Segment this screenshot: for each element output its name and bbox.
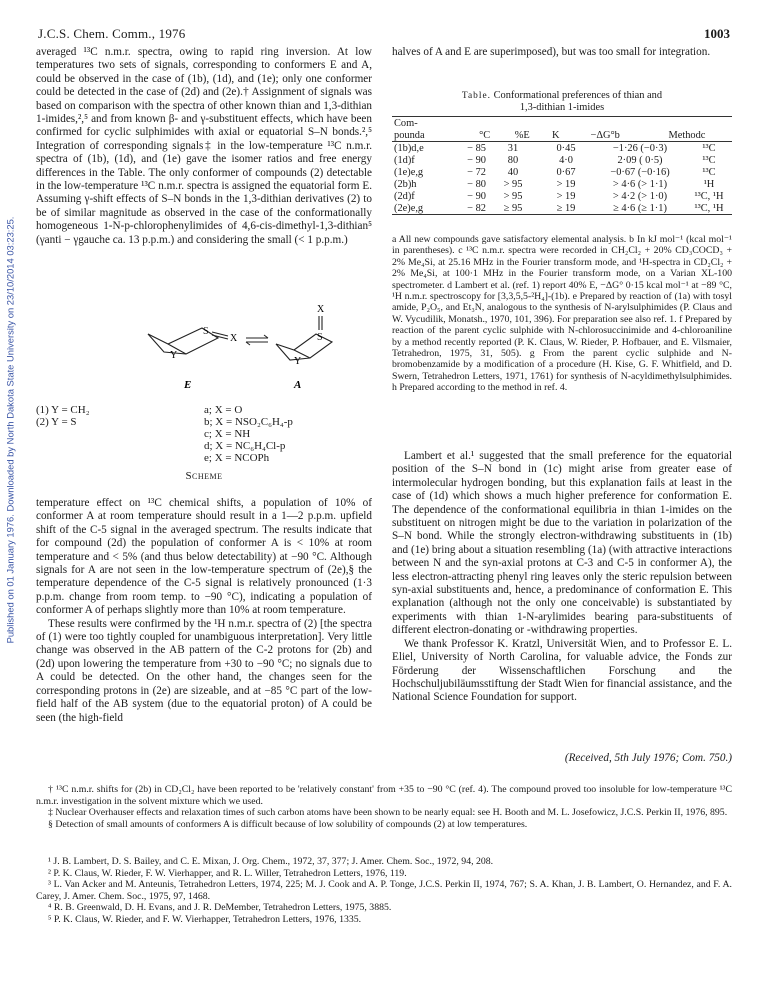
table-notes-text: a All new compounds gave satisfactory elemental analysis. b In kJ mol⁻¹ (kcal mol⁻¹ in parentheses). c ¹³C n.m.r. spectra were recorded in CH₂Cl₂ + 20% CD₃COCD₃ + 2% Me₄Si, at 25.16 MHz in the Fourier transform mode, and ¹H-spectra in CD₂Cl₂ + 2% Me₄Si, at 100·1 MHz in the Fourier transform mode, on a Varian XL-100 spectrometer. d Lambert et al. (ref. 1) report 40% E, −ΔG° 0·15 kcal mol⁻¹ at −89 °C, ¹H n.m.r. spectroscopy for [3,3,5,5-²H₄]-(1b). e Prepared by reaction of (1a) with tosyl amide, P₂O₅, and Et₃N, analogous to the synthesis of N-arylsulphimides (P. Claus and W. Vycudilik, Monatsh., 1970, 101, 396). For preparation see also ref. 1. f Prepared by reaction of the parent cyclic sulphide with N-chlorosuccinimide and 4-chloroaniline by a method recently reported (P. K. Claus, W. Rieder, P. Hofbauer, and E. Vilsmaier, Tetrahedron, 1975, 31, 505). g From the parent cyclic sulphide and N-bromobenzamide by a modification of a procedure (H. Kise, G. F. Whitfield, and D. Swern, Tetrahedron Letters, 1971, 1761) for synthesis of N-acyldimethylsulphimides. h Prepared according to the method in ref. 4.: [392, 234, 732, 394]
table-title: [392, 90, 732, 114]
col1-top-text: [36, 46, 372, 247]
footnotes: [36, 784, 732, 830]
x-def: c; X = NH: [204, 428, 251, 440]
header-cell: Com-: [394, 117, 418, 129]
scheme-caption: Scheme: [185, 470, 223, 482]
scheme-y-label-e: Y: [170, 350, 178, 361]
page-number: 1003: [704, 26, 730, 41]
paragraph: We thank Professor K. Kratzl, Universität Wien, and to Professor E. L. Eliel, University of North Carolina, for valuable advice, the Fonds zur Förderung der Wissenschaftlichen Forschung and the Hochschuljubiläumsstiftung der Stadt Wien for financial assistance, and the National Science Foundation for support.: [392, 637, 732, 704]
scheme-y-label-a: Y: [294, 356, 302, 367]
paragraph: Lambert et al.¹ suggested that the small preference for the equatorial position of the S–N bond in (1c) might arise from greater ease of intermolecular hydrogen bonding, but this explanation fails at least in the case of (1d) which shows a much higher preference for conformation E. The dependence of the conformational equilibria in thian 1-imides on the substituent on nitrogen might be due to the variation in polarization of the S–N bond. While the strongly electron-withdrawing substituents in (1b) and (1e) bring about a situation resembling (1a) (with attractive interactions between N and the syn-axial protons at C-3 and C-5 in conformer A), the less electron-attracting phenyl ring leaves only the steric repulsion between syn-axial substituents and, hence, a predominance of conformation E. This explanation (although not the only one conceivable) is substantiated by experiments with thian 1-N-arylimides bearing para-substituents of different electron-donating or -withdrawing properties.: [392, 450, 732, 637]
footnote: § Detection of small amounts of conformers A is difficult because of low solubility of compounds (2) at low temperatures.: [48, 818, 528, 830]
scheme-label-E: E: [184, 379, 192, 391]
table-row: (1e)e,g − 72 40 0·67 −0·67 (−0·16) ¹³C: [394, 166, 716, 178]
table-header-row: [392, 129, 732, 141]
paragraph: These results were confirmed by the ¹H n.m.r. spectra of (2) [the spectra of (1) were too tightly coupled for unambiguous interpretation]. Very little change was observed in the AB pattern of the C-2 protons for (2b) and (2d) upon lowering the temperature from +30 to −90 °C; no signals due to A could be detected. On the other hand, the changes seen for the corresponding protons in (2e) are sizeable, and at −85 °C part of the low-field half of the AB system (due to the equatorial proton) of A could be seen (the high-field: [36, 617, 372, 724]
table-header-row: [392, 117, 732, 129]
reference-item: ² P. K. Claus, W. Rieder, F. W. Vierhapper, and R. L. Willer, Tetrahedron Letters, 1976, 119.: [48, 867, 407, 879]
download-notice: [3, 150, 17, 710]
x-def: d; X = NC₆H₄Cl-p: [204, 440, 286, 452]
footnote: † ¹³C n.m.r. shifts for (2b) in CD₂Cl₂ have been reported to be 'relatively constant' from +35 to −90 °C (ref. 4). The compound proved too insoluble for low-temperature ¹³C n.m.r. investigation in the solvent mixture which we used.: [36, 784, 732, 807]
paragraph: temperature effect on ¹³C chemical shifts, a population of 10% of conformer A at room temperature should result in a 1—2 p.p.m. upfield shift of the C-5 signal in the averaged spectrum. The results indicate that for compound (2d) the population of conformer A is < 10% at room temperature and < 5% (and thus below detectability) at −90 °C. Although signals for A are not seen in the low-temperature spectrum of (2e),§ the temperature dependence of the C-5 signal is relatively pronounced (1·3 p.p.m. change from room temp. to −90 °C), indicating a population of conformer A of perhaps slightly more than 10% at room temperature.: [36, 497, 372, 617]
header-cell: °C: [479, 129, 491, 141]
col2-top-text: [392, 46, 732, 59]
col2-body-text: [392, 450, 732, 705]
table-row: (2e)e,g − 82 ≥ 95 ≥ 19 ≥ 4·6 (≥ 1·1) ¹³C, ¹H: [394, 202, 724, 214]
download-notice-text[interactable]: Published on 01 January 1976. Downloaded by North Dakota State University on 23/10/2014 03:23:25.: [4, 216, 16, 644]
table-row: (1b)d,e − 85 31 0·45 −1·26 (−0·3) ¹³C: [394, 142, 716, 154]
header-cell: pounda: [394, 129, 425, 141]
scheme-label-A: A: [294, 379, 302, 391]
table-row: (1d)f − 90 80 4·0 2·09 ( 0·5) ¹³C: [394, 154, 716, 166]
data-table: [392, 116, 732, 215]
table-row: (2d)f − 90 > 95 > 19 > 4·2 (> 1·0) ¹³C, ¹H: [394, 190, 724, 202]
scheme-x-definitions: [204, 404, 374, 464]
table-notes: [392, 234, 732, 394]
y-def: (1) Y = CH₂: [36, 404, 90, 416]
header-cell: %E: [514, 129, 530, 141]
received-date: (Received, 5th July 1976; Com. 750.): [564, 752, 732, 764]
reference-item: ¹ J. B. Lambert, D. S. Bailey, and C. E. Mixan, J. Org. Chem., 1972, 37, 377; J. Amer. Chem. Soc., 1972, 94, 208.: [48, 856, 494, 867]
table-body: [392, 142, 732, 214]
table-label: Table.: [461, 91, 491, 101]
paragraph: averaged ¹³C n.m.r. spectra, owing to rapid ring inversion. At low temperatures two sets of signals, corresponding to conformers E and A, could be observed in the case of (1b), (1d), and (1e); only one conformer could be detected in the case of (2d) and (2e).† Assignment of signals was based on comparison with the spectra of other known thian and 1,3-dithian 1-imides,²,⁵ and from known β- and γ-substituent effects, which have been confirmed for cyclic sulphimides with axial or equatorial S–N bonds.²,⁵ Integration of corresponding signals‡ in the low-temperature ¹³C n.m.r. spectra of (1b), (1d), and (1e) gave the isomer ratios and free energy differences in the Table. The only conformer of compounds (2) detectable in the low-temperature ¹³C n.m.r. spectra is assigned the equatorial form E. Assuming γ-shift effects of S–N bonds in the 1,3-dithian derivatives (2) to be of similar magnitude as observed in the case of the conformationally homogeneous 1-N-p-chlorophenylimides of 4,6-cis-dimethyl-1,3-dithian⁵ (γanti − γgauche ca. 13 p.p.m.) and considering the small (< 1 p.p.m.): [36, 46, 372, 246]
equilibrium-arrows: [246, 335, 268, 345]
header-cell: −ΔG°b: [590, 129, 620, 141]
reference-item: ³ L. Van Acker and M. Anteunis, Tetrahedron Letters, 1974, 225; M. J. Cook and A. P. Tonge, J.C.S. Perkin II, 1974, 767; S. A. Khan, J. B. Lambert, O. Hernandez, and F. A. Carey, J. Amer. Chem. Soc., 1975, 97, 1468.: [36, 879, 732, 902]
running-header: J.C.S. Chem. Comm., 1976: [38, 26, 186, 41]
header-cell: Methodc: [668, 129, 706, 141]
scheme: [36, 302, 372, 482]
paragraph: halves of A and E are superimposed), but was too small for integration.: [392, 46, 711, 58]
reference-item: ⁵ P. K. Claus, W. Rieder, and F. W. Vierhapper, Tetrahedron Letters, 1976, 1335.: [48, 913, 362, 925]
x-def: b; X = NSO₂C₆H₄-p: [204, 416, 293, 428]
references: [36, 856, 732, 926]
scheme-s-label-e: S: [203, 326, 209, 337]
footnote: ‡ Nuclear Overhauser effects and relaxation times of such carbon atoms have been shown to be nearly equal: see H. Booth and M. L. Josefowicz, J.C.S. Perkin II, 1976, 895.: [48, 807, 728, 819]
scheme-x-label-e: X: [230, 333, 238, 344]
y-def: (2) Y = S: [36, 416, 77, 428]
table-title-line2: 1,3-dithian 1-imides: [519, 102, 605, 113]
table-rule: [392, 214, 732, 215]
conformer-A-structure: [276, 316, 332, 360]
x-def: e; X = NCOPh: [204, 452, 270, 464]
scheme-structures: [36, 302, 372, 412]
table-row: (2b)h − 80 > 95 > 19 > 4·6 (> 1·1) ¹H: [394, 178, 715, 190]
scheme-y-definitions: [36, 404, 166, 428]
col1-bottom-text: [36, 497, 372, 725]
x-def: a; X = O: [204, 404, 243, 416]
scheme-s-label-a: S: [317, 332, 323, 343]
scheme-x-label-a: X: [317, 304, 325, 315]
header-cell: K: [552, 129, 560, 141]
reference-item: ⁴ R. B. Greenwald, D. H. Evans, and J. R. DeMember, Tetrahedron Letters, 1975, 3885.: [48, 902, 392, 914]
table-title-text: Conformational preferences of thian and: [493, 90, 663, 101]
table: [392, 117, 732, 141]
